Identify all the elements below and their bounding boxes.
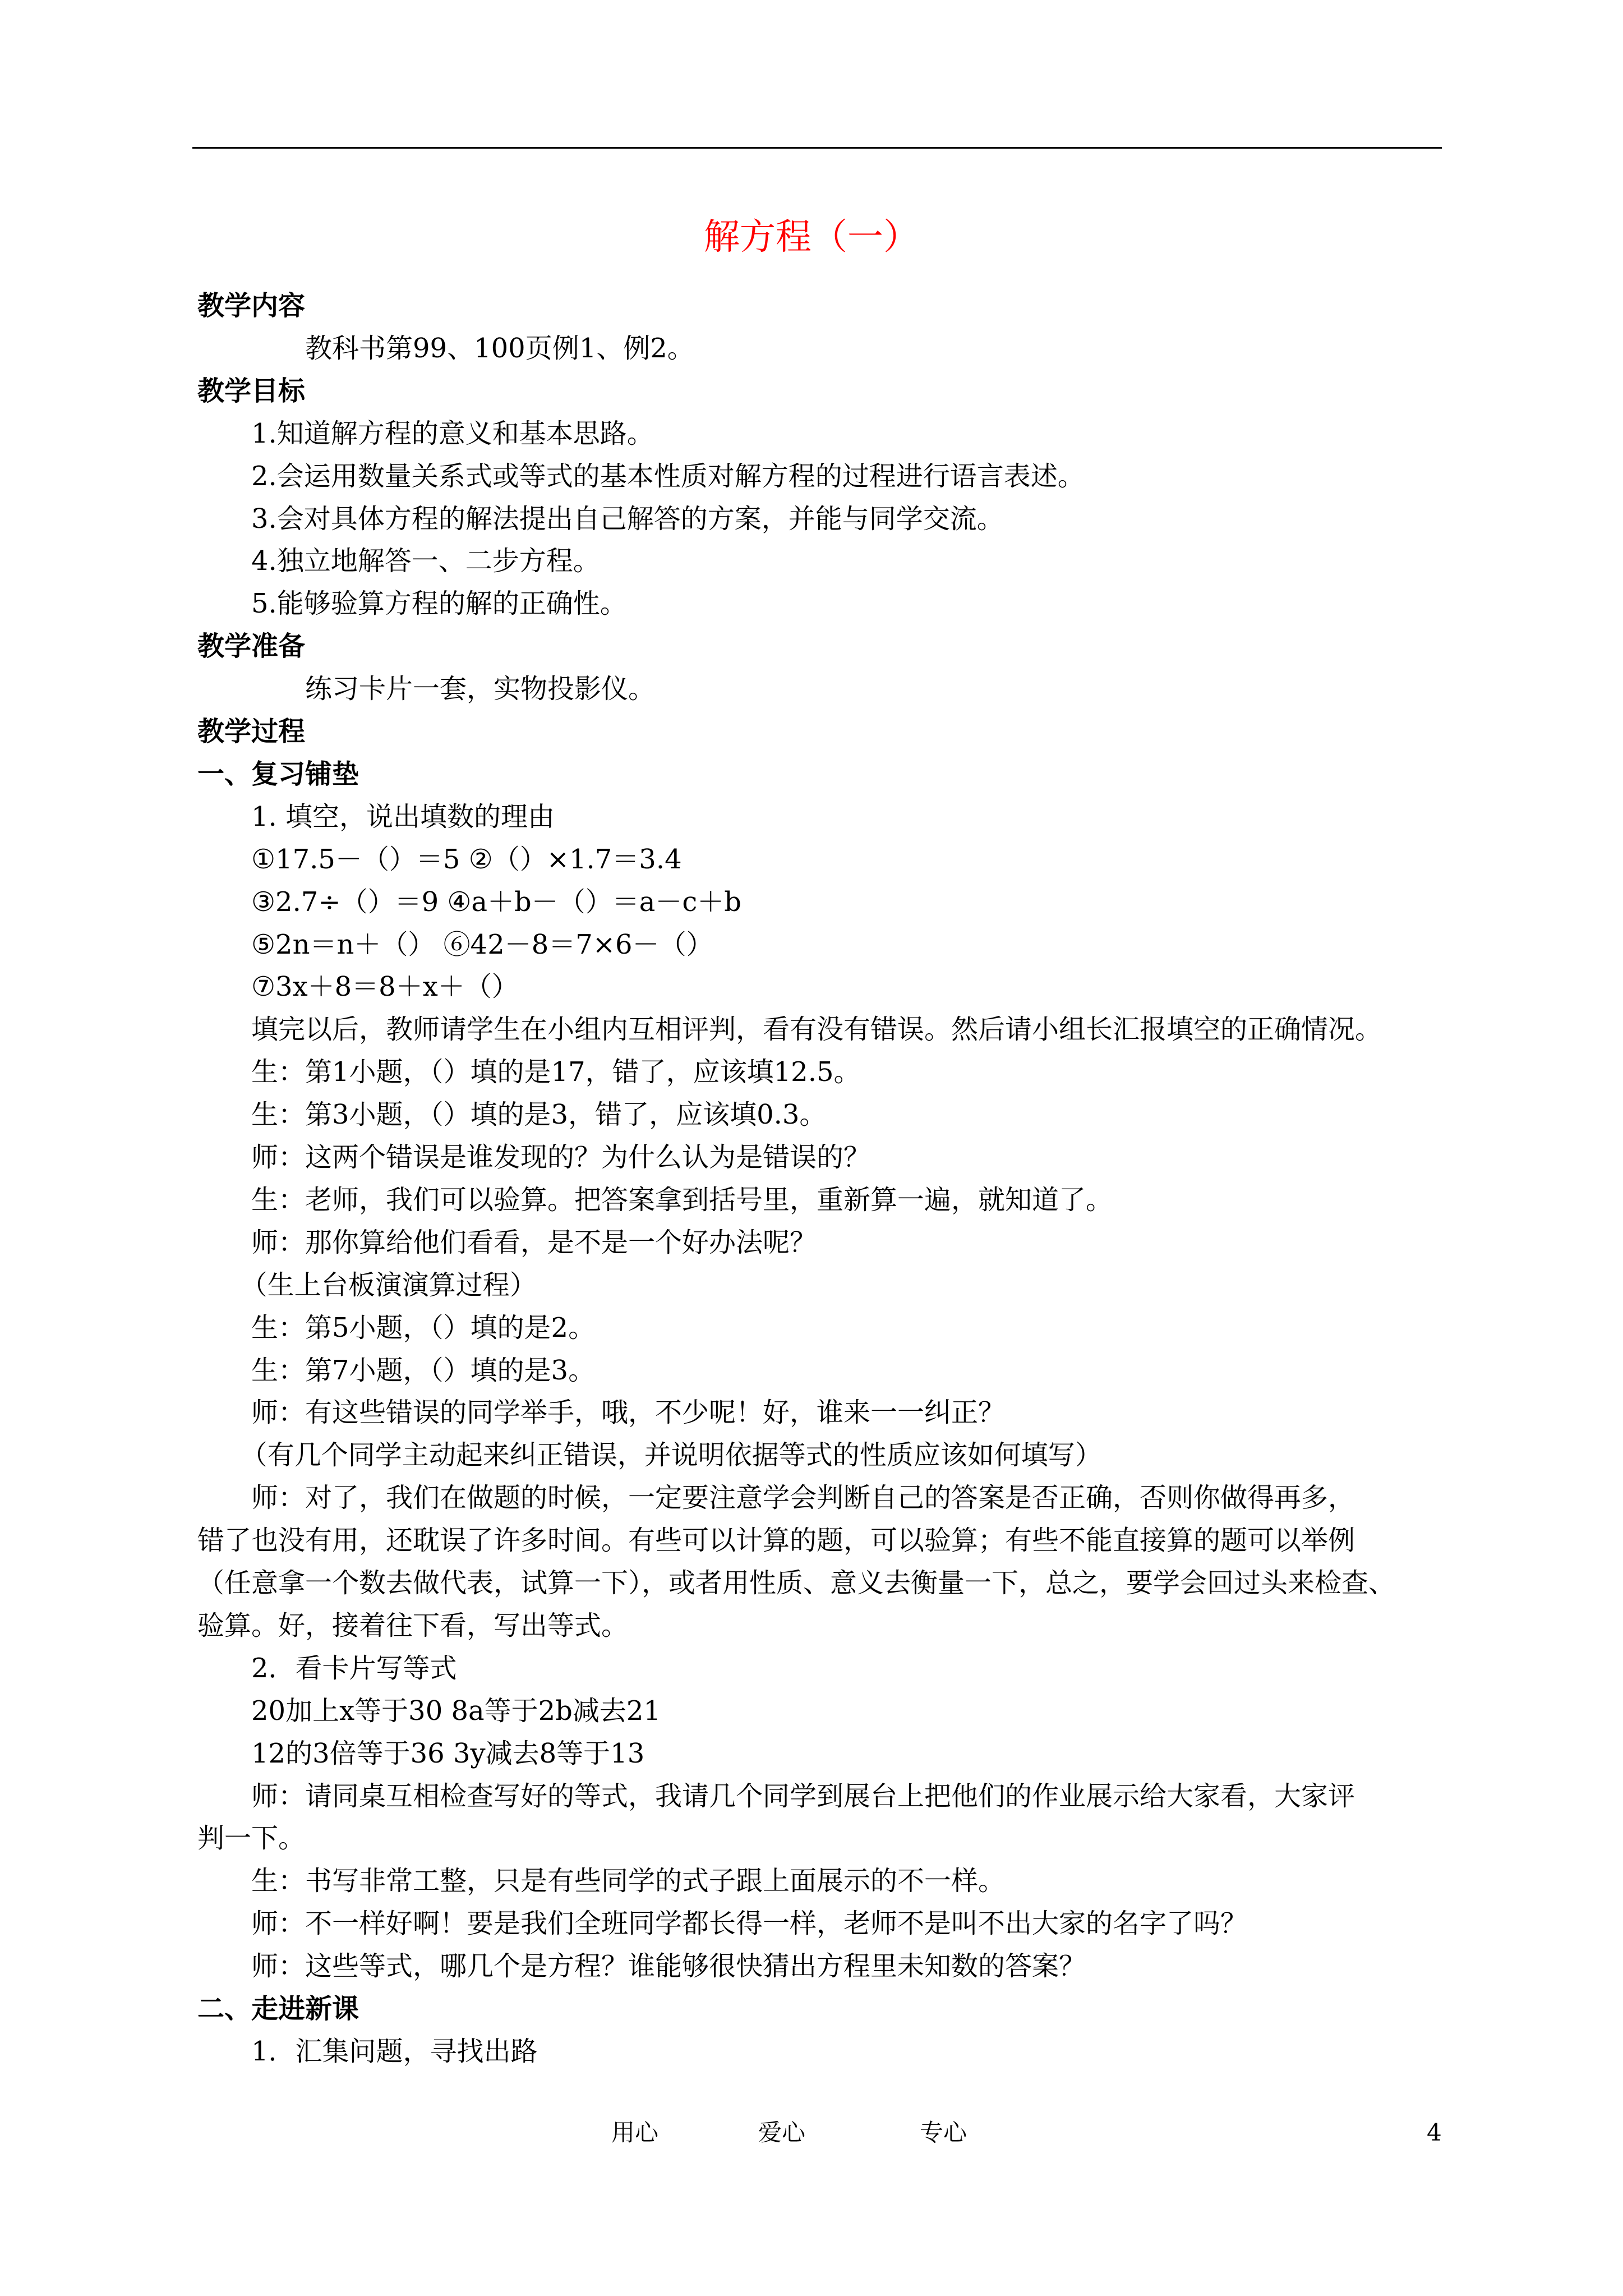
body-line: 填完以后，教师请学生在小组内互相评判，看有没有错误。然后请小组长汇报填空的正确情况。 — [251, 1014, 1382, 1046]
footer-item-2: 爱心 — [758, 2119, 806, 2146]
body-line: 师：这两个错误是谁发现的？为什么认为是错误的？ — [251, 1142, 871, 1173]
body-line: 5.能够验算方程的解的正确性。 — [251, 588, 627, 620]
body-line: ⑤2n＝n＋（） ⑥42－8＝7×6－（） — [251, 928, 713, 960]
body-line: 1. 填空，说出填数的理由 — [251, 800, 555, 832]
body-line: 3.会对具体方程的解法提出自己解答的方案，并能与同学交流。 — [251, 503, 1004, 535]
body-line: 教科书第99、100页例1、例2。 — [305, 332, 694, 364]
body-line: 判一下。 — [197, 1823, 306, 1855]
body-line: 错了也没有用，还耽误了许多时间。有些可以计算的题，可以验算；有些不能直接算的题可以举例 — [197, 1525, 1355, 1557]
section-heading: 教学目标 — [197, 375, 306, 407]
body-line: ⑦3x＋8＝8＋x＋（） — [251, 971, 519, 1003]
body-line: 2．看卡片写等式 — [251, 1652, 457, 1684]
body-line: 生：老师，我们可以验算。把答案拿到括号里，重新算一遍，就知道了。 — [251, 1184, 1113, 1216]
body-line: 师：那你算给他们看看，是不是一个好办法呢？ — [251, 1226, 817, 1258]
header-rule — [192, 147, 1442, 149]
body-line: 师：有这些错误的同学举手，哦，不少呢！好，谁来一一纠正？ — [251, 1397, 1006, 1429]
body-line: 2.会运用数量关系式或等式的基本性质对解方程的过程进行语言表述。 — [251, 460, 1085, 492]
body-line: 师：这些等式，哪几个是方程？谁能够很快猜出方程里未知数的答案？ — [251, 1950, 1086, 1982]
body-line: 生：第7小题，（）填的是3。 — [251, 1354, 596, 1386]
section-heading: 二、走进新课 — [197, 1993, 359, 2024]
body-line: ③2.7÷（）＝9 ④a＋b－（）＝a－c＋b — [251, 886, 741, 918]
body-line: （有几个同学主动起来纠正错误，并说明依据等式的性质应该如何填写） — [240, 1439, 1102, 1471]
section-heading: 一、复习铺垫 — [197, 758, 359, 790]
body-line: ①17.5－（）＝5 ②（）×1.7＝3.4 — [251, 843, 682, 875]
body-line: （任意拿一个数去做代表，试算一下），或者用性质、意义去衡量一下，总之，要学会回过头来检查、 — [197, 1567, 1396, 1599]
footer-item-3: 专心 — [920, 2119, 967, 2146]
body-line: 1．汇集问题，寻找出路 — [251, 2035, 538, 2067]
body-line: 1.知道解方程的意义和基本思路。 — [251, 417, 654, 449]
body-line: 生：第3小题，（）填的是3，错了，应该填0.3。 — [251, 1099, 827, 1131]
body-line: 师：请同桌互相检查写好的等式，我请几个同学到展台上把他们的作业展示给大家看，大家评 — [251, 1780, 1355, 1812]
body-line: 练习卡片一套，实物投影仪。 — [305, 673, 656, 705]
page-number: 4 — [1427, 2119, 1442, 2146]
body-line: 师：对了，我们在做题的时候，一定要注意学会判断自己的答案是否正确，否则你做得再多， — [251, 1482, 1355, 1514]
footer-item-1: 用心 — [611, 2119, 659, 2146]
document-title: 解方程（一） — [704, 217, 919, 258]
body-line: 生：第5小题，（）填的是2。 — [251, 1312, 596, 1343]
body-line: 验算。好，接着往下看，写出等式。 — [197, 1609, 629, 1641]
section-heading: 教学过程 — [197, 716, 306, 747]
section-heading: 教学内容 — [197, 290, 306, 321]
body-line: 4.独立地解答一、二步方程。 — [251, 545, 600, 577]
body-line: 生：第1小题，（）填的是17，错了，应该填12.5。 — [251, 1056, 861, 1088]
body-line: 师：不一样好啊！要是我们全班同学都长得一样，老师不是叫不出大家的名字了吗？ — [251, 1908, 1248, 1940]
body-line: （生上台板演演算过程） — [240, 1269, 537, 1301]
body-line: 20加上x等于30 8a等于2b减去21 — [251, 1695, 661, 1727]
section-heading: 教学准备 — [197, 631, 306, 662]
body-line: 12的3倍等于36 3y减去8等于13 — [251, 1737, 645, 1769]
body-line: 生：书写非常工整，只是有些同学的式子跟上面展示的不一样。 — [251, 1865, 1006, 1897]
